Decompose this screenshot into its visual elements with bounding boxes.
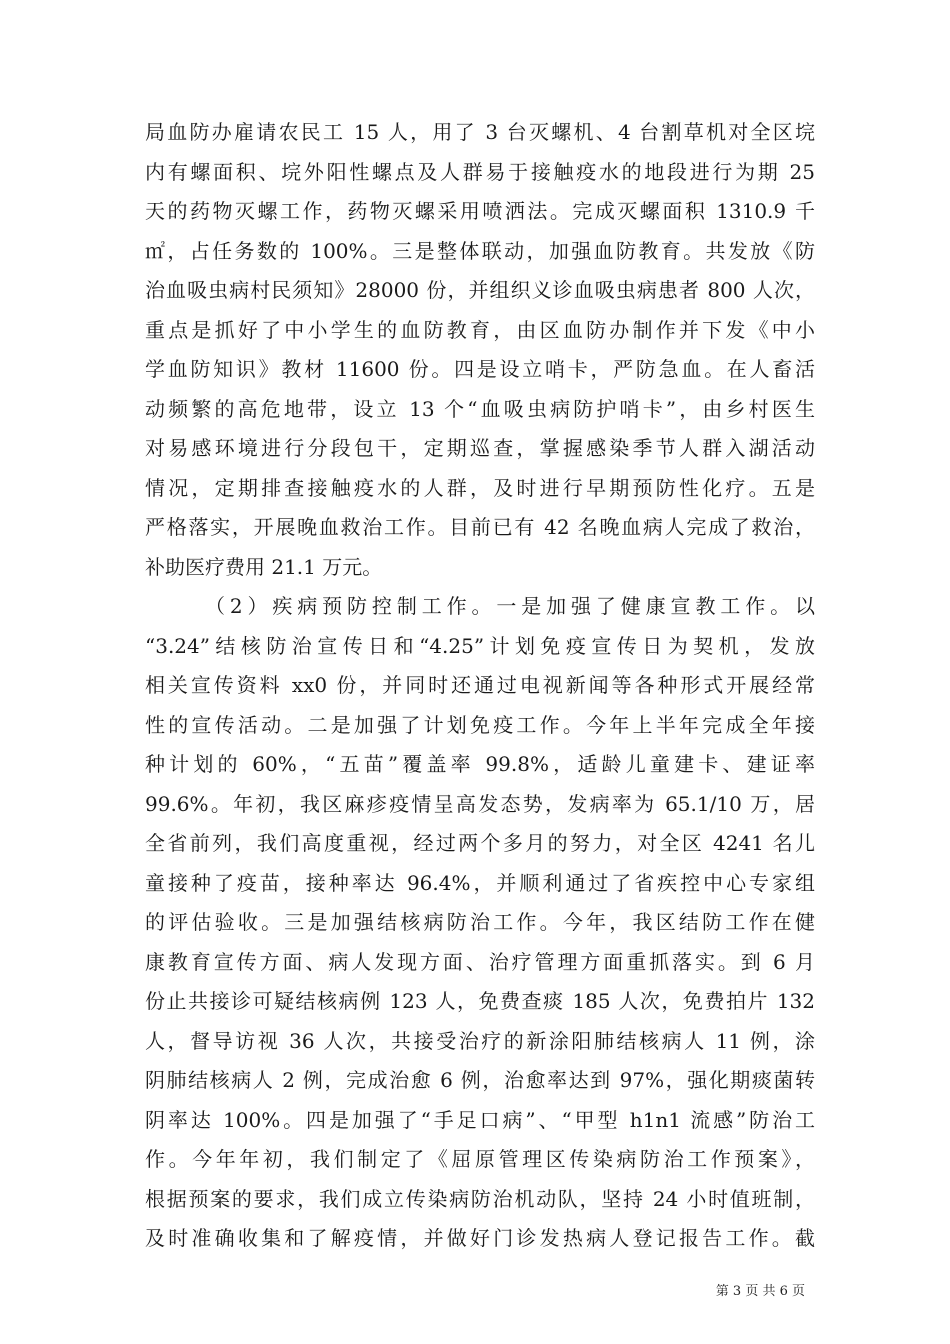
text-line: 99.6%。年初，我区麻疹疫情呈高发态势，发病率为 65.1/10 万，居: [145, 791, 815, 816]
text-line: 份止共接诊可疑结核病例 123 人，免费查痰 185 人次，免费拍片 132: [145, 989, 815, 1013]
text-line: 的评估验收。三是加强结核病防治工作。今年，我区结防工作在健: [145, 910, 815, 934]
text-line: 情况，定期排查接触疫水的人群，及时进行早期预防性化疗。五是: [145, 475, 815, 500]
text-line: ㎡，占任务数的 100%。三是整体联动，加强血防教育。共发放《防: [145, 238, 815, 263]
text-line: 作。今年年初，我们制定了《屈原管理区传染病防治工作预案》，: [145, 1147, 815, 1171]
text-line-paragraph-end: 补助医疗费用 21.1 万元。: [145, 554, 383, 579]
text-line: 天的药物灭螺工作，药物灭螺采用喷洒法。完成灭螺面积 1310.9 千: [145, 199, 815, 223]
text-line-paragraph-start: （2）疾病预防控制工作。一是加强了健康宣教工作。以: [205, 594, 815, 618]
text-line: 严格落实，开展晚血救治工作。目前已有 42 名晚血病人完成了救治，: [145, 515, 815, 539]
text-line: 人，督导访视 36 人次，共接受治疗的新涂阳肺结核病人 11 例，涂: [145, 1028, 815, 1053]
text-line: 根据预案的要求，我们成立传染病防治机动队，坚持 24 小时值班制，: [145, 1186, 815, 1211]
text-line: 阴率达 100%。四是加强了“手足口病”、“甲型 h1n1 流感”防治工: [145, 1107, 815, 1132]
text-line: 动频繁的高危地带，设立 13 个“血吸虫病防护哨卡”，由乡村医生: [145, 396, 815, 421]
text-line: 阴肺结核病人 2 例，完成治愈 6 例，治愈率达到 97%，强化期痰菌转: [145, 1068, 815, 1092]
text-line: 内有螺面积、垸外阳性螺点及人群易于接触疫水的地段进行为期 25: [145, 159, 815, 184]
document-body: [145, 113, 815, 1259]
text-line: 重点是抓好了中小学生的血防教育，由区血防办制作并下发《中小: [145, 317, 815, 342]
text-line: 对易感环境进行分段包干，定期巡查，掌握感染季节人群入湖活动: [145, 436, 815, 460]
text-line: 童接种了疫苗，接种率达 96.4%，并顺利通过了省疾控中心专家组: [145, 870, 815, 895]
text-line: 康教育宣传方面、病人发现方面、治疗管理方面重抓落实。到 6 月: [145, 949, 815, 974]
text-line: 局血防办雇请农民工 15 人，用了 3 台灭螺机、4 台割草机对全区垸: [145, 120, 815, 144]
text-line: “3.24”结核防治宣传日和“4.25”计划免疫宣传日为契机，发放: [145, 633, 815, 658]
text-line: 学血防知识》教材 11600 份。四是设立哨卡，严防急血。在人畜活: [145, 357, 815, 381]
text-line: 及时准确收集和了解疫情，并做好门诊发热病人登记报告工作。截: [145, 1226, 815, 1250]
text-line: 相关宣传资料 xx0 份，并同时还通过电视新闻等各种形式开展经常: [145, 673, 815, 697]
text-line: 种计划的 60%，“五苗”覆盖率 99.8%，适龄儿童建卡、建证率: [145, 752, 815, 776]
page-number: 第 3 页 共 6 页: [715, 1284, 805, 1299]
text-line: 性的宣传活动。二是加强了计划免疫工作。今年上半年完成全年接: [145, 712, 815, 737]
text-line: 全省前列，我们高度重视，经过两个多月的努力，对全区 4241 名儿: [145, 831, 815, 855]
text-line: 治血吸虫病村民须知》28000 份，并组织义诊血吸虫病患者 800 人次，: [145, 278, 815, 302]
